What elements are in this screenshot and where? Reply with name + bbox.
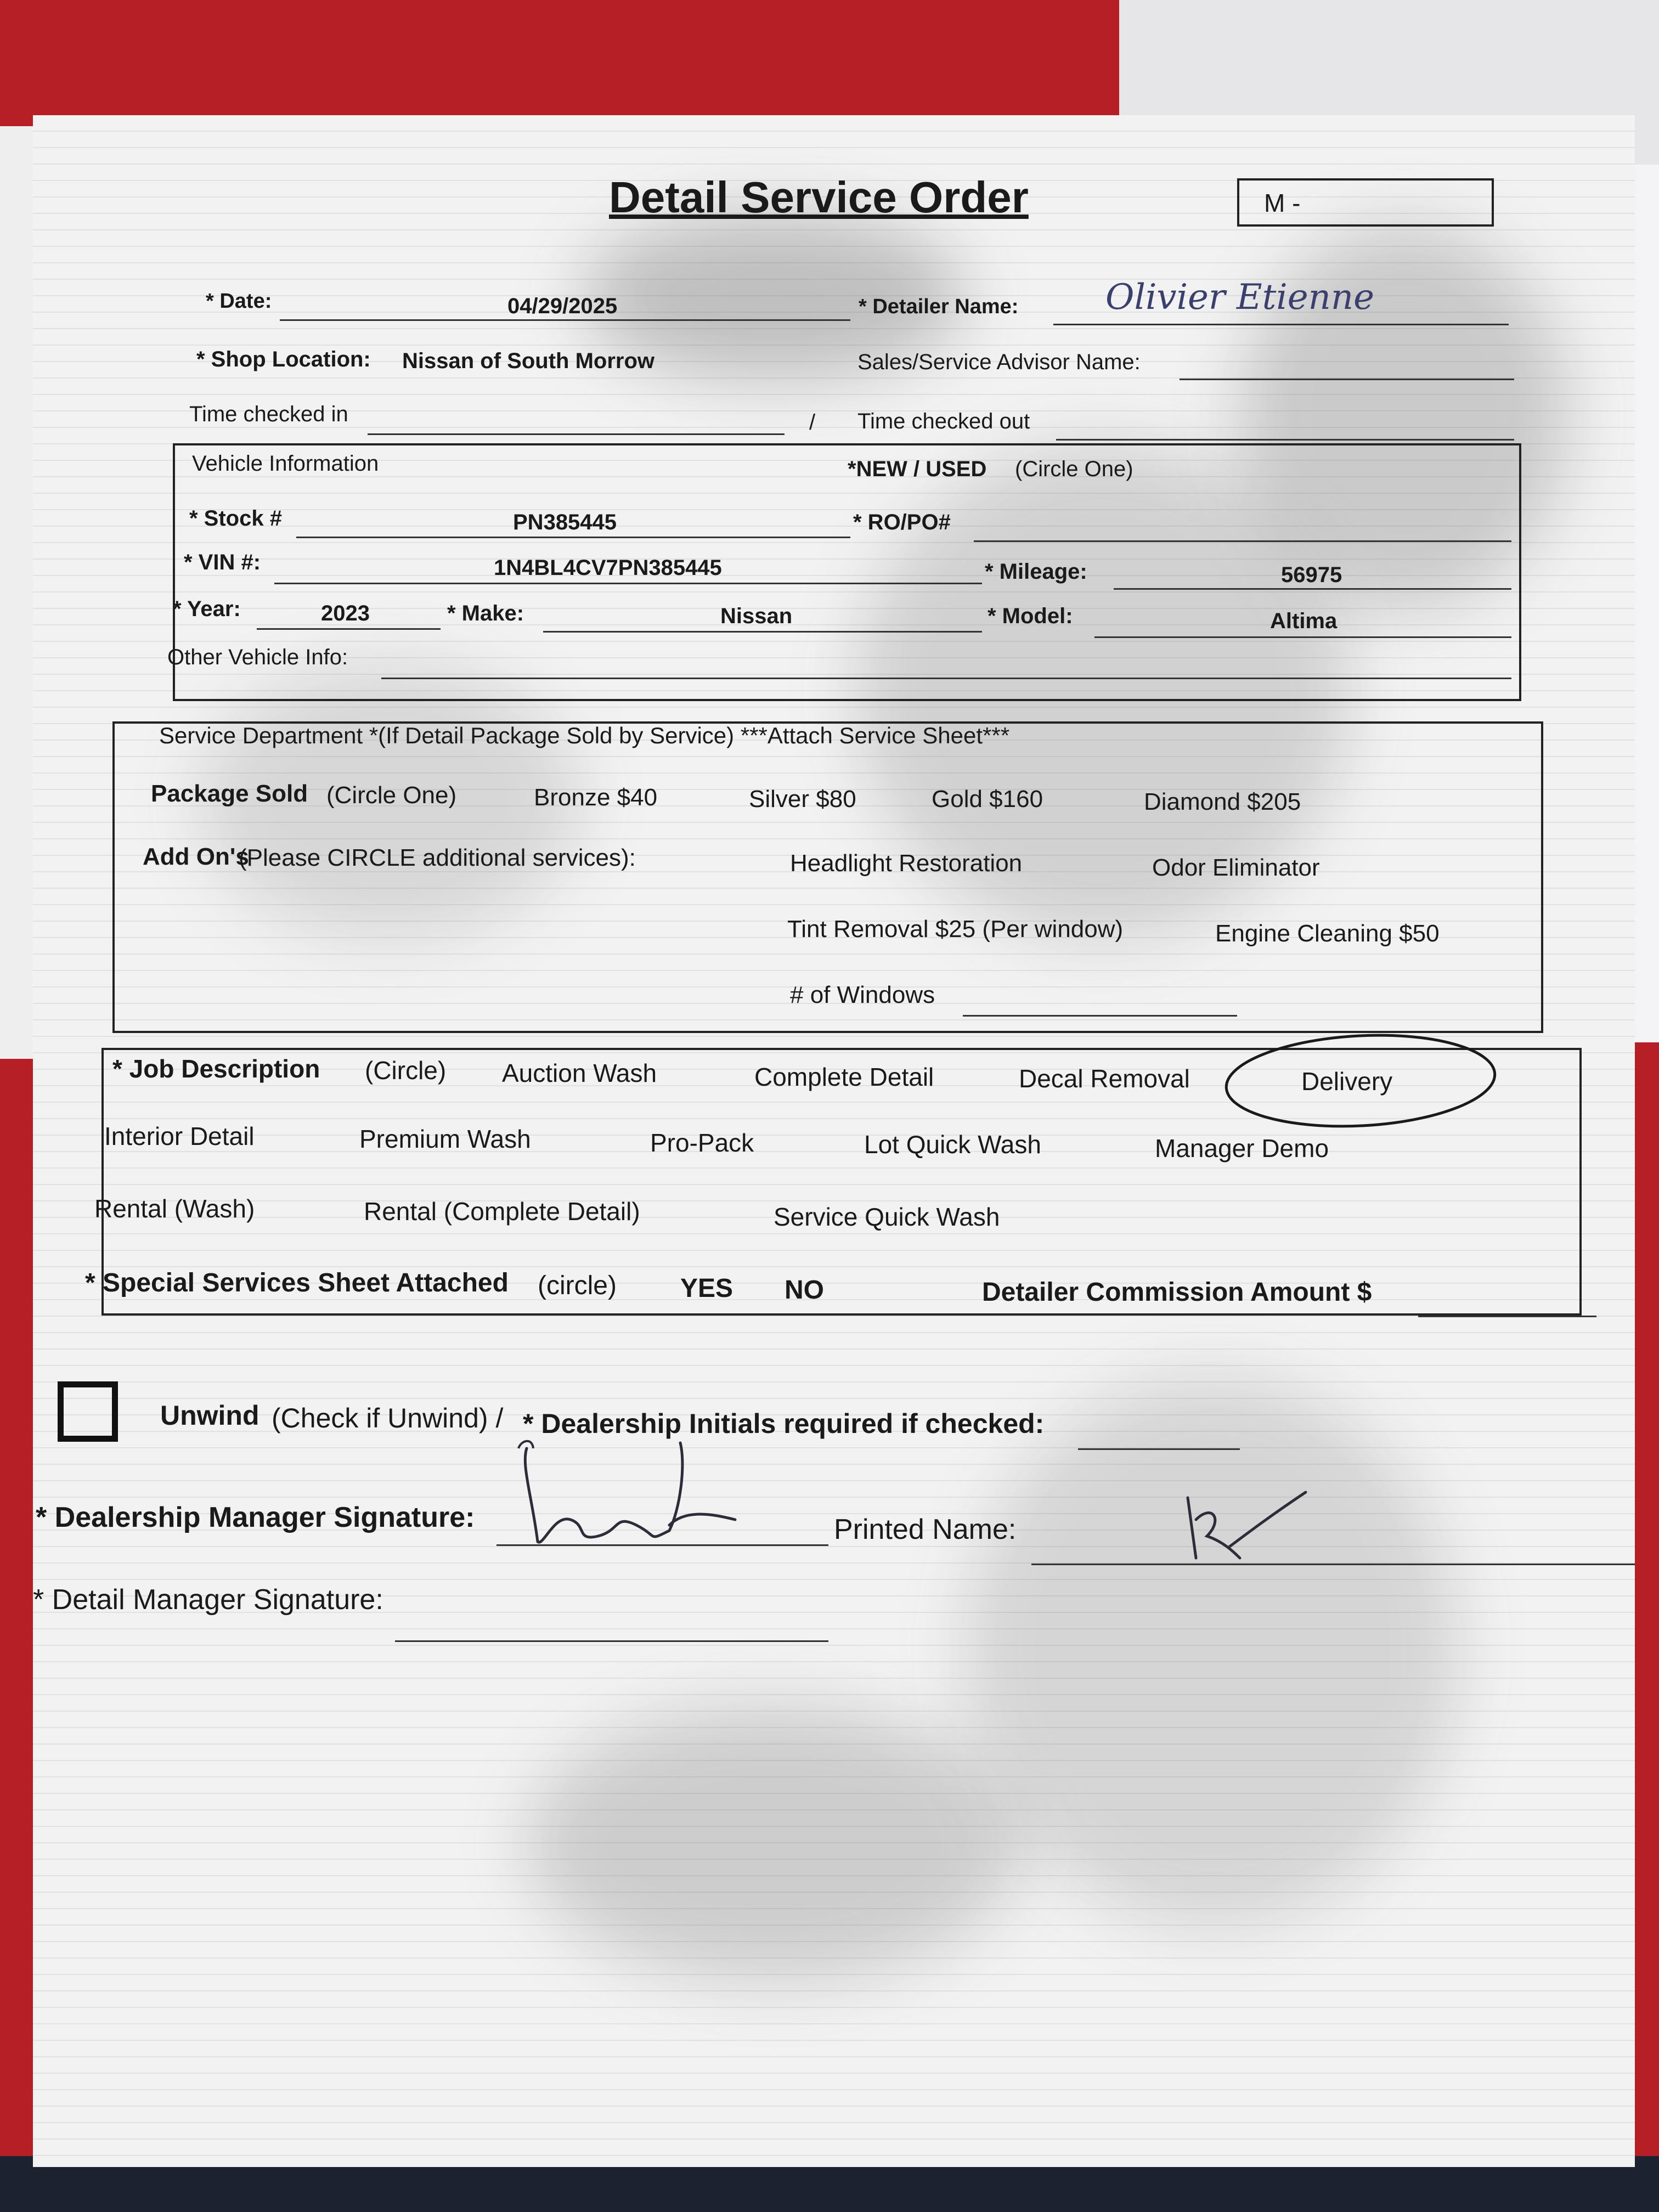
addon-headlight-restoration[interactable]: Headlight Restoration [790,850,1023,877]
windows-count-label: # of Windows [790,981,935,1008]
date-value: 04/29/2025 [507,294,618,318]
vin-value: 1N4BL4CV7PN385445 [494,556,722,580]
make-value: Nissan [720,604,793,628]
date-field[interactable] [280,319,850,321]
job-premium-wash[interactable]: Premium Wash [359,1125,531,1153]
year-label: * Year: [173,597,241,621]
job-rental-complete-detail[interactable]: Rental (Complete Detail) [364,1197,640,1226]
unwind-label: Unwind [160,1400,259,1431]
job-pro-pack[interactable]: Pro-Pack [650,1128,754,1157]
order-number-box[interactable] [1237,178,1494,227]
job-service-quick-wash[interactable]: Service Quick Wash [774,1203,1000,1231]
special-services-label: * Special Services Sheet Attached [85,1268,509,1297]
form-title: Detail Service Order [609,173,1029,222]
vehicle-info-label: Vehicle Information [192,452,379,476]
mileage-value: 56975 [1281,563,1342,587]
detail-manager-signature-label: * Detail Manager Signature: [33,1584,383,1616]
windows-count-field[interactable] [963,1015,1237,1017]
job-auction-wash[interactable]: Auction Wash [502,1059,657,1087]
time-separator: / [809,410,816,435]
year-field[interactable] [257,628,441,630]
package-silver[interactable]: Silver $80 [749,786,856,812]
job-complete-detail[interactable]: Complete Detail [754,1063,934,1091]
job-description-hint: (Circle) [365,1056,447,1085]
package-sold-hint: (Circle One) [326,782,457,809]
package-sold-label: Package Sold [151,780,308,807]
job-manager-demo[interactable]: Manager Demo [1155,1134,1329,1163]
vin-field[interactable] [274,583,982,584]
toner-smudge [527,1706,1020,1980]
special-services-yes[interactable]: YES [680,1274,733,1303]
job-lot-quick-wash[interactable]: Lot Quick Wash [864,1130,1041,1159]
package-gold[interactable]: Gold $160 [932,786,1043,812]
shop-location-value: Nissan of South Morrow [402,349,654,373]
add-ons-label: Add On's [143,843,249,870]
model-value: Altima [1270,609,1338,633]
job-decal-removal[interactable]: Decal Removal [1019,1064,1190,1093]
detailer-name-field[interactable] [1053,324,1509,325]
other-vehicle-info-label: Other Vehicle Info: [167,645,348,669]
advisor-name-field[interactable] [1180,379,1514,380]
detailer-name-label: * Detailer Name: [859,295,1019,318]
detail-manager-signature-field[interactable] [395,1640,828,1642]
time-in-label: Time checked in [189,402,348,426]
printed-name-label: Printed Name: [834,1514,1017,1545]
make-label: * Make: [447,601,524,625]
service-order-form [33,115,1635,2167]
add-ons-hint: (Please CIRCLE additional services): [239,844,636,871]
other-vehicle-info-field[interactable] [381,678,1511,679]
new-used-label[interactable]: *NEW / USED [848,457,987,481]
commission-label: Detailer Commission Amount $ [982,1278,1372,1307]
dealership-signature-mark [505,1432,790,1553]
toner-smudge [966,1377,1459,1926]
make-field[interactable] [543,631,982,633]
job-interior-detail[interactable]: Interior Detail [104,1122,255,1150]
ro-po-field[interactable] [974,540,1511,542]
vin-label: * VIN #: [184,550,261,574]
dealership-manager-signature-label: * Dealership Manager Signature: [36,1502,475,1533]
package-diamond[interactable]: Diamond $205 [1144,788,1301,815]
advisor-name-label: Sales/Service Advisor Name: [857,350,1141,374]
new-used-hint: (Circle One) [1015,457,1133,481]
job-description-label: * Job Description [112,1054,320,1083]
printed-name-initials-mark [1174,1487,1317,1569]
commission-field[interactable] [1418,1316,1596,1317]
mileage-field[interactable] [1114,588,1511,590]
package-bronze[interactable]: Bronze $40 [534,784,658,811]
time-out-field[interactable] [1056,439,1514,441]
model-label: * Model: [988,604,1073,628]
year-value: 2023 [321,601,370,625]
time-out-label: Time checked out [857,409,1030,433]
stock-label: * Stock # [189,506,282,531]
unwind-initials-field[interactable] [1078,1448,1240,1450]
ro-po-label: * RO/PO# [853,510,951,534]
unwind-hint: (Check if Unwind) / [272,1403,504,1434]
order-number-label: M - [1264,189,1301,217]
unwind-checkbox[interactable] [58,1381,118,1442]
addon-engine-cleaning[interactable]: Engine Cleaning $50 [1215,920,1440,947]
stock-field[interactable] [296,537,850,538]
printed-name-field[interactable] [1031,1564,1635,1565]
job-rental-wash[interactable]: Rental (Wash) [94,1194,255,1223]
stock-value: PN385445 [513,510,617,534]
model-field[interactable] [1094,636,1511,638]
time-in-field[interactable] [368,433,785,435]
addon-odor-eliminator[interactable]: Odor Eliminator [1152,854,1320,881]
shop-location-label: * Shop Location: [196,347,371,371]
special-services-no[interactable]: NO [785,1276,824,1305]
date-label: * Date: [206,290,272,313]
job-delivery[interactable]: Delivery [1301,1067,1393,1096]
delivery-circle-mark [1218,1023,1503,1133]
mileage-label: * Mileage: [985,560,1087,584]
unwind-initials-label: * Dealership Initials required if checked: [523,1408,1045,1439]
addon-tint-removal[interactable]: Tint Removal $25 (Per window) [787,916,1124,943]
service-department-heading: Service Department *(If Detail Package Sold by Service) ***Attach Service Sheet*** [159,723,1010,748]
detailer-name-handwritten: Olivier Etienne [1105,277,1374,318]
special-services-hint: (circle) [538,1271,617,1300]
